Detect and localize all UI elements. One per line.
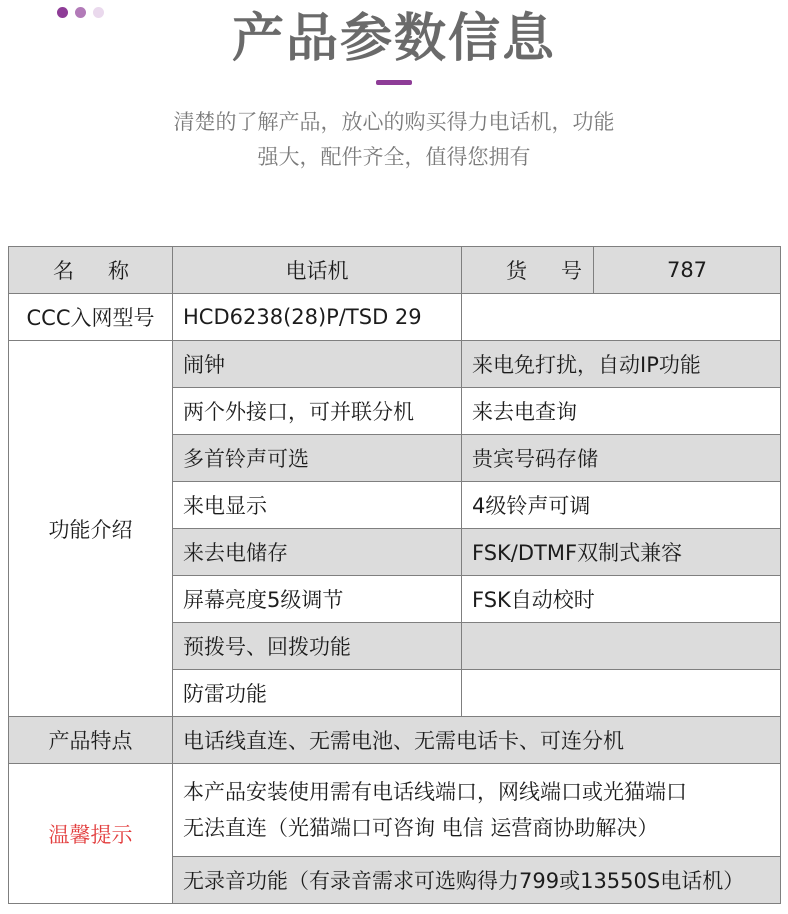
feature-cell: 来去电查询 (462, 388, 781, 435)
title-underline (376, 80, 412, 85)
feature-cell: 防雷功能 (173, 670, 462, 717)
row-characteristics (9, 717, 781, 764)
feature-cell: 屏幕亮度5级调节 (173, 576, 462, 623)
subtitle-line-2: 强大，配件齐全，值得您拥有 (257, 145, 531, 169)
item-no-value: 787 (594, 247, 781, 294)
feature-cell: 预拨号、回拨功能 (173, 623, 462, 670)
feature-cell (462, 623, 781, 670)
item-no-label: 货号 (462, 247, 594, 294)
features-label: 功能介绍 (9, 341, 173, 717)
ccc-value: HCD6238(28)P/TSD 29 (173, 294, 462, 341)
feature-cell (462, 670, 781, 717)
feature-cell: 来去电储存 (173, 529, 462, 576)
feature-cell: FSK自动校时 (462, 576, 781, 623)
feature-cell: 来电免打扰，自动IP功能 (462, 341, 781, 388)
row-tips (9, 764, 781, 857)
ccc-empty (462, 294, 781, 341)
tips-value (173, 764, 781, 857)
feature-cell: 贵宾号码存储 (462, 435, 781, 482)
row-ccc (9, 294, 781, 341)
tips-line-2: 无法直连（光猫端口可咨询 电信 运营商协助解决） (183, 816, 659, 840)
name-value: 电话机 (173, 247, 462, 294)
feature-cell: 来电显示 (173, 482, 462, 529)
feature-cell: 多首铃声可选 (173, 435, 462, 482)
name-label: 名称 (9, 247, 173, 294)
ccc-label: CCC入网型号 (9, 294, 173, 341)
feature-cell: 4级铃声可调 (462, 482, 781, 529)
characteristics-label: 产品特点 (9, 717, 173, 764)
feature-cell: 闹钟 (173, 341, 462, 388)
tips-label: 温馨提示 (9, 764, 173, 904)
spec-table (8, 246, 781, 904)
characteristics-value: 电话线直连、无需电池、无需电话卡、可连分机 (173, 717, 781, 764)
feature-cell: FSK/DTMF双制式兼容 (462, 529, 781, 576)
tips-line-1: 本产品安装使用需有电话线端口，网线端口或光猫端口 (183, 780, 687, 804)
feature-row (9, 341, 781, 388)
subtitle-line-1: 清楚的了解产品，放心的购买得力电话机，功能 (173, 110, 615, 134)
page-title: 产品参数信息 (231, 9, 556, 69)
tips-line-3: 无录音功能（有录音需求可选购得力799或13550S电话机） (173, 857, 781, 904)
feature-cell: 两个外接口，可并联分机 (173, 388, 462, 435)
row-name (9, 247, 781, 294)
